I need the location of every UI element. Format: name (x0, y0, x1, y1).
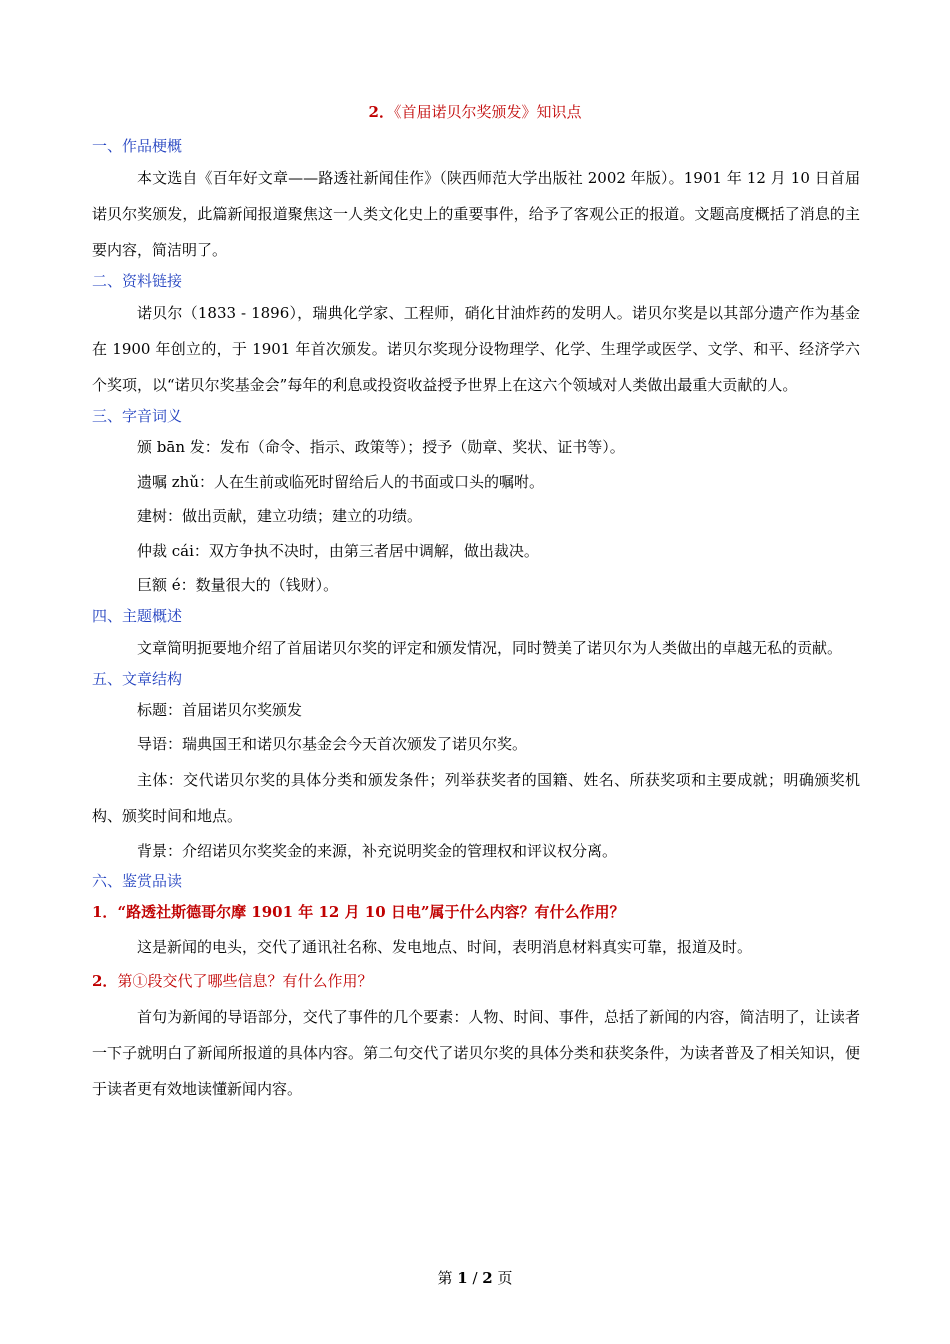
footer-suffix: 页 (492, 1269, 513, 1287)
background-paragraph: 诺贝尔（1833 - 1896），瑞典化学家、工程师，硝化甘油炸药的发明人。诺贝尔奖是以其部分遗产作为基金在 1900 年创立的，于 1901 年首次颁发。诺贝尔奖现分设物理学、化学、生理学或医学、文学、和平、经济学六个奖项，以“诺贝尔奖基金会”每年的利息或投资收益授予世界上在这六个领域对人类做出最重大贡献的人。 (92, 304, 860, 394)
page-footer (0, 1266, 950, 1290)
footer-prefix: 第 (437, 1269, 458, 1287)
title-number: 2． (368, 103, 394, 121)
vocab-item: 颁 bān 发：发布（命令、指示、政策等）；授予（勋章、奖状、证书等）。 (137, 438, 625, 456)
question-1-text: “路透社斯德哥尔摩 1901 年 12 月 10 日电”属于什么内容？有什么作用？ (117, 903, 625, 921)
summary-paragraph: 本文选自《百年好文章——路透社新闻佳作》（陕西师范大学出版社 2002 年版）。1901 年 12 月 10 日首届诺贝尔奖颁发，此篇新闻报道聚焦这一人类文化史上的重要事件，给予了客观公正的报道。文题高度概括了消息的主要内容，简洁明了。 (92, 169, 860, 259)
question-2-number: 2． (92, 972, 118, 990)
section-heading-appreciation: 六、鉴赏品读 (92, 872, 183, 890)
section-heading-background: 二、资料链接 (92, 272, 183, 290)
answer-1: 这是新闻的电头，交代了通讯社名称、发电地点、时间，表明消息材料真实可靠，报道及时。 (137, 937, 753, 956)
structure-item: 主体：交代诺贝尔奖的具体分类和颁发条件；列举获奖者的国籍、姓名、所获奖项和主要成就；明确颁奖机构、颁奖时间和地点。 (92, 770, 860, 825)
question-2 (92, 964, 860, 999)
structure-item: 背景：介绍诺贝尔奖奖金的来源，补充说明奖金的管理权和评议权分离。 (137, 841, 618, 860)
theme-paragraph: 文章简明扼要地介绍了首届诺贝尔奖的评定和颁发情况，同时赞美了诺贝尔为人类做出的卓越无私的贡献。 (137, 638, 843, 657)
answer-2: 首句为新闻的导语部分，交代了事件的几个要素：人物、时间、事件，总括了新闻的内容，简洁明了，让读者一下子就明白了新闻所报道的具体内容。第二句交代了诺贝尔奖的具体分类和获奖条件，为读者普及了相关知识，便于读者更有效地读懂新闻内容。 (92, 1007, 860, 1098)
structure-item: 导语：瑞典国王和诺贝尔基金会今天首次颁发了诺贝尔奖。 (137, 735, 528, 753)
title-text: 《首届诺贝尔奖颁发》知识点 (393, 103, 582, 121)
footer-separator: / (467, 1269, 483, 1287)
footer-total-pages: 2 (482, 1269, 493, 1287)
section-heading-theme: 四、主题概述 (92, 606, 183, 625)
structure-item: 标题：首届诺贝尔奖颁发 (137, 700, 303, 719)
vocab-item: 遗嘱 zhǔ：人在生前或临死时留给后人的书面或口头的嘱咐。 (137, 472, 544, 491)
document-body (92, 133, 860, 1107)
question-1-number: 1． (92, 903, 118, 921)
section-heading-structure: 五、文章结构 (92, 669, 183, 688)
section-heading-summary: 一、作品梗概 (92, 137, 183, 155)
vocab-item: 仲裁 cái：双方争执不决时，由第三者居中调解，做出裁决。 (137, 541, 539, 560)
footer-current-page: 1 (457, 1269, 468, 1287)
question-2-text: 第①段交代了哪些信息？有什么作用？ (117, 972, 373, 990)
vocab-item: 建树：做出贡献，建立功绩；建立的功绩。 (137, 507, 423, 525)
vocab-item: 巨额 é：数量很大的（钱财）。 (137, 576, 339, 594)
section-heading-vocabulary: 三、字音词义 (92, 407, 183, 425)
document-title (0, 100, 950, 124)
question-1 (92, 895, 860, 930)
